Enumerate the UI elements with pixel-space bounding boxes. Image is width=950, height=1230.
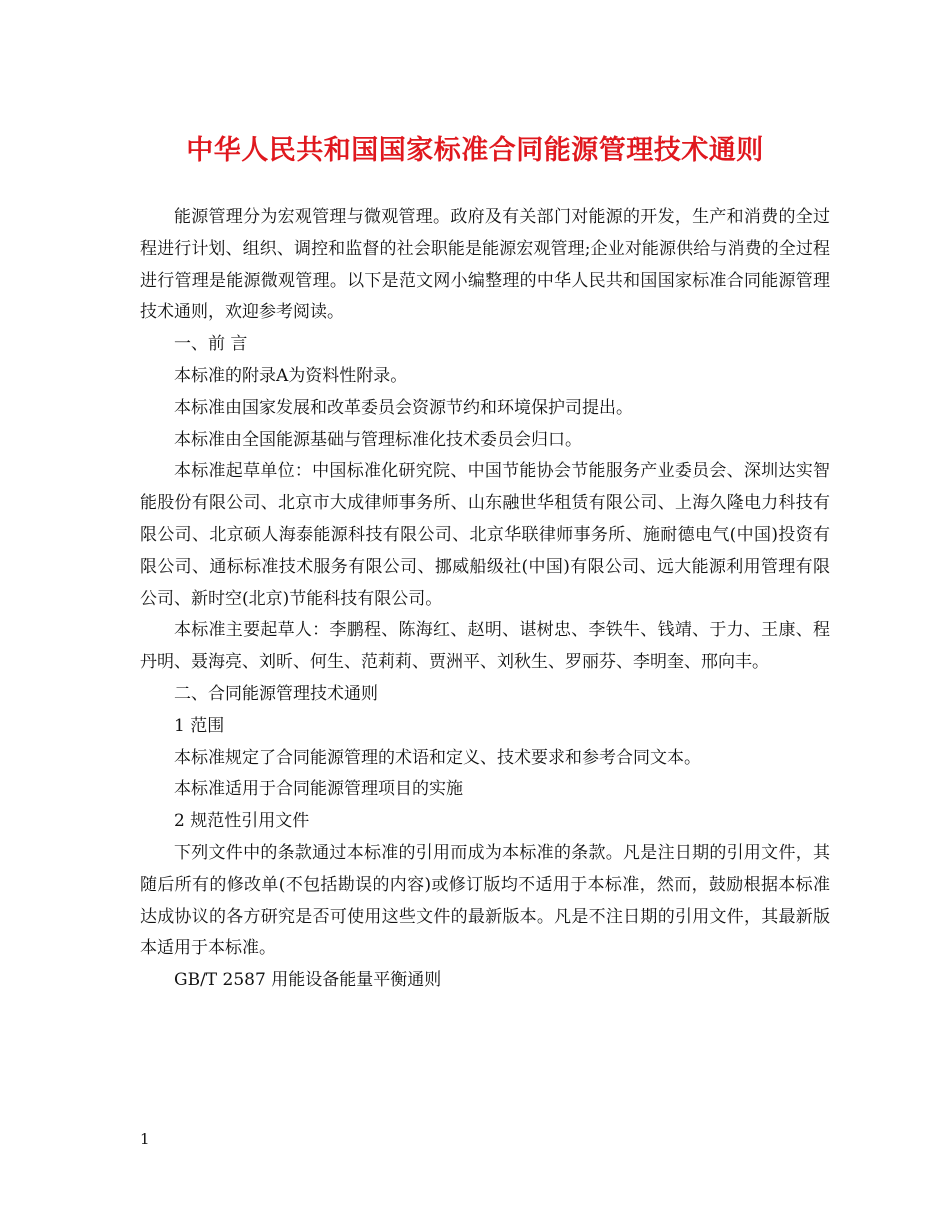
document-title: 中华人民共和国国家标准合同能源管理技术通则	[186, 135, 764, 166]
reference-item-gbt-2587: GB/T 2587 用能设备能量平衡通则	[174, 970, 442, 991]
page-number: 1	[140, 1130, 150, 1148]
section-heading-general-rules: 二、合同能源管理技术通则	[174, 683, 378, 704]
document-body	[140, 202, 830, 997]
clause-heading-references: 2 规范性引用文件	[174, 811, 310, 832]
paragraph-committee: 本标准由全国能源基础与管理标准化技术委员会归口。	[174, 429, 582, 450]
paragraph-drafters: 本标准主要起草人：李鹏程、陈海红、赵明、谌树忠、李铁牛、钱靖、于力、王康、程丹明、聂海亮、刘昕、何生、范莉莉、贾洲平、刘秋生、罗丽芬、李明奎、邢向丰。	[140, 620, 830, 673]
paragraph-intro: 能源管理分为宏观管理与微观管理。政府及有关部门对能源的开发，生产和消费的全过程进行计划、组织、调控和监督的社会职能是能源宏观管理;企业对能源供给与消费的全过程进行管理是能源微观管理。以下是范文网小编整理的中华人民共和国国家标准合同能源管理技术通则，欢迎参考阅读。	[140, 207, 830, 323]
paragraph-scope-content: 本标准规定了合同能源管理的术语和定义、技术要求和参考合同文本。	[174, 747, 701, 768]
clause-heading-scope: 1 范围	[174, 715, 225, 736]
paragraph-scope-application: 本标准适用于合同能源管理项目的实施	[174, 779, 463, 800]
section-heading-preface: 一、前 言	[174, 334, 248, 355]
paragraph-appendix-note: 本标准的附录A为资料性附录。	[174, 365, 408, 386]
paragraph-references-note: 下列文件中的条款通过本标准的引用而成为本标准的条款。凡是注日期的引用文件，其随后所有的修改单(不包括勘误的内容)或修订版均不适用于本标准，然而，鼓励根据本标准达成协议的各方研究是否可使用这些文件的最新版本。凡是不注日期的引用文件，其最新版本适用于本标准。	[140, 842, 830, 959]
paragraph-proposer: 本标准由国家发展和改革委员会资源节约和环境保护司提出。	[174, 397, 633, 418]
paragraph-drafting-units: 本标准起草单位：中国标准化研究院、中国节能协会节能服务产业委员会、深圳达实智能股份有限公司、北京市大成律师事务所、山东融世华租赁有限公司、上海久隆电力科技有限公司、北京硕人海泰能源科技有限公司、北京华联律师事务所、施耐德电气(中国)投资有限公司、通标标准技术服务有限公司、挪威船级社(中国)有限公司、远大能源利用管理有限公司、新时空(北京)节能科技有限公司。	[140, 461, 830, 609]
